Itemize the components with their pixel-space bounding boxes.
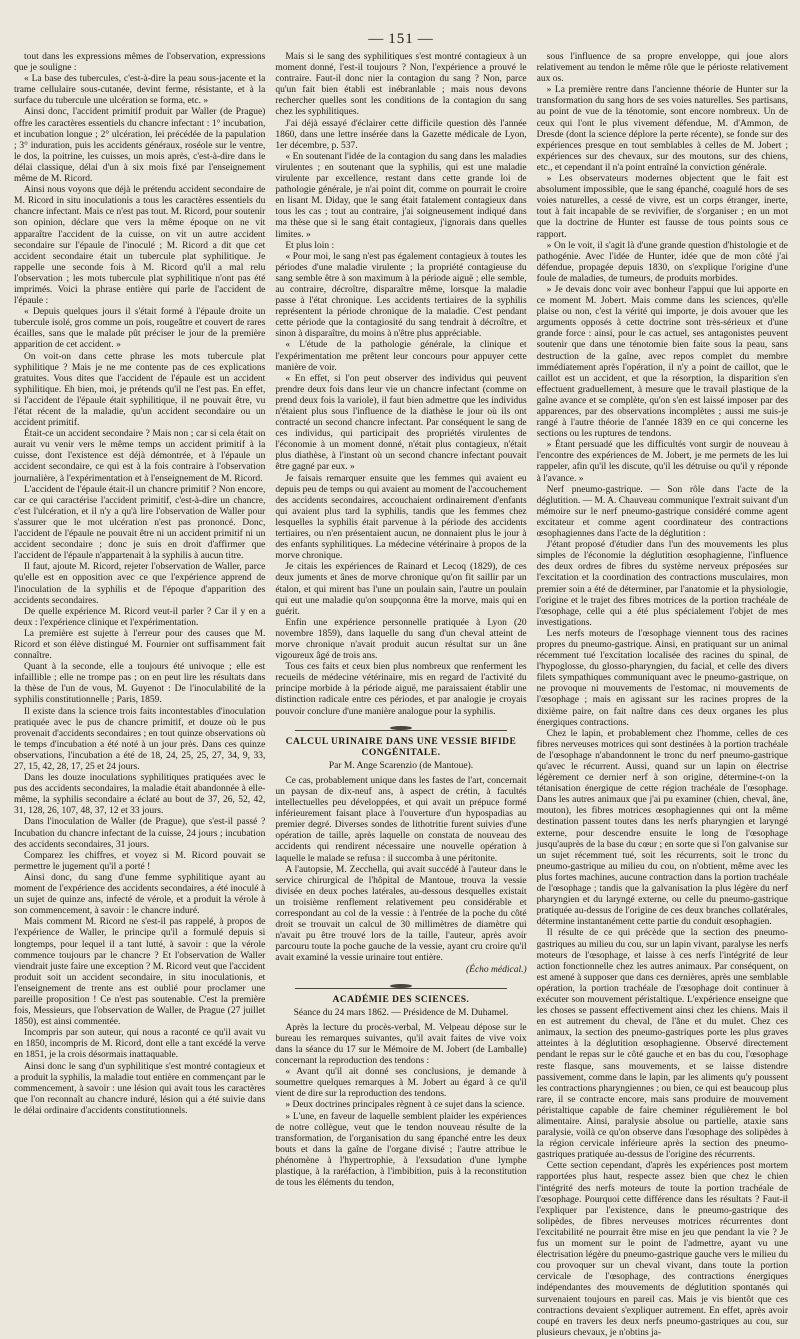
paragraph: Dans l'inoculation de Waller (de Prague), que s'est-il passé ? Incubation du chancre infectant de la cuisse, 24 jours ; incubation des accidents secondaires, 31 jours. [14, 817, 266, 850]
paragraph: « Pour moi, le sang n'est pas également contagieux à toutes les périodes d'une maladie virulente ; la propriété contagieuse du sang semble être à son maximum à la période aiguë ; elle semble, au contraire, décroître, disparaître même, lorsque la maladie passe à l'état chronique. Les accidents tertiaires de la syphilis représentent la période chronique de la maladie. C'est pendant cette période que la contagiosité du sang tendrait à décroître, et sinon à disparaître, du moins à n'être plus appréciable. [275, 251, 527, 340]
paragraph: Comparez les chiffres, et voyez si M. Ricord pouvait se permettre le jugement qu'il a porté ! [14, 850, 266, 872]
column-left [14, 52, 265, 1142]
paragraph: La première est sujette à l'erreur pour des causes que M. Ricord et son élève distingué M. Fournier ont suffisamment fait connaître. [14, 628, 266, 662]
paragraph: Dans les douze inoculations syphilitiques pratiquées avec le pus des accidents secondaires, la maladie était abandonnée à elle-même, la syphilis secondaire a éclaté au bout de 37, 26, 52, 42, 31, 128, 26, 107, 48, 37, 12 et 33 jours. [14, 773, 266, 817]
paragraph: J'ai déjà essayé d'éclairer cette difficile question dès l'année 1860, dans une lettre insérée dans la Gazette médicale de Lyon, 1er décembre, p. 537. [275, 118, 527, 151]
paragraph: Il existe dans la science trois faits incontestables d'inoculation pratiquée avec le pus de chancre primitif, et douze où le pus provenait d'accidents secondaires ; en tout quinze observations où le temps d'incubation a été noté à un jour près. Dans ces quinze observations, l'incubation a été de 18, 24, 25, 25, 27, 34, 9, 33, 27, 15, 42, 28, 17, 25 et 24 jours. [14, 706, 266, 772]
case-paragraph: A l'autopsie, M. Zecchella, qui avait succédé à l'auteur dans le service chirurgical de l'hôpital de Mantoue, trouva la vessie divisée en deux poches latérales, au-dessous desquelles existait un troisième renflement relativement peu considérable et correspondant au col de la vessie : à l'entrée de la poche du côté droit se trouvait un calcul de 30 millimètres de diamètre qui n'avait pu être trouvé lors de la taille, l'auteur, après avoir parcouru toute la poche gauche de la vessie, ayant cru croire qu'il avait examiné la vessie urinaire tout entière. [275, 864, 527, 964]
paragraph: Je faisais remarquer ensuite que les femmes qui avaient eu depuis peu de temps ou qui avaient au moment de l'accouchement des accidents secondaires, accouchaient ordinairement d'enfants qui avaient plus tard la syphilis, tandis que les femmes chez lesquelles la syphilis était parvenue à la période des accidents tertiaires, ou n'en présentaient aucun, ne donnaient plus le jour à des enfants syphilitiques. La médecine vétérinaire à propos de la morve chronique. [275, 473, 527, 562]
paragraph: » Les observateurs modernes objectent que le fait est absolument impossible, que le sang épanché, coagulé hors de ses voies naturelles, a cessé de vivre, est un corps étranger, inerte, tout à fait incapable de se revivifier, de s'organiser ; en un mot que la doctrine de Hunter est fausse de tous points sous ce rapport. [536, 174, 788, 240]
paragraph: Les nerfs moteurs de l'œsophage viennent tous des racines propres du pneumo-gastrique. Ainsi, en pratiquant sur un animal récemment tué l'excitation localisée des racines du spinal, de l'hypoglosse, du glosso-pharyngien, du facial, et celle des divers filets sympathiques communiquant avec le pneumo-gastrique, on ne provoque ni mouvements de l'estomac, ni mouvements de l'œsophage ; mais en agissant sur les racines propres de la dixième paire, on fait naître dans ces deux organes les plus énergiques contractions. [536, 628, 788, 728]
case-paragraph: Ce cas, probablement unique dans les fastes de l'art, concernait un paysan de dix-neuf ans, à aspect de crétin, à facultés intellectuelles peu développées, et qui avait un prépuce formé inférieurement faisant place à l'ouverture d'un hypospadias au premier degré. Diverses sondes de lithotritie furent suivies d'une opération de taille, après laquelle on constata de nouveau des accidents qui rendirent nécessaire une nouvelle opération à laquelle le malade se refusa : il succomba à une péritonite. [275, 775, 527, 864]
paragraph: Je citais les expériences de Rainard et Lecoq (1829), de ces deux juments et ânes de morve chronique qu'on fit saillir par un étalon, et qui mirent bas l'une un poulain sain, l'autre un poulain qui eut une maladie qu'on soupçonna être la morve, mais qui en guérit. [275, 562, 527, 617]
text-columns [14, 52, 788, 1338]
paragraph: » Étant persuadé que les difficultés vont surgir de nouveau à l'encontre des expériences de M. Jobert, je me permets de les lui rappeler, afin qu'il les discute, qu'il les détruise ou qu'il y réponde à l'avance. » [536, 440, 788, 484]
case-source: (Écho médical.) [465, 964, 527, 975]
paragraph: J'étant proposé d'étudier dans l'un des mouvements les plus simples de l'économie la déglutition œsophagienne, l'influence des deux ordres de fibres du système nerveux préposées sur l'excitation et la coordination des contractions musculaires, mon premier soin a été de déterminer, par l'anatomie et la physiologie, l'origine et le trajet des fibres motrices de la portion trachéale de l'œsophage, celle qui a été plus spécialement l'objet de mes investigations. [536, 540, 788, 628]
paragraph: Incompris par son auteur, qui nous a raconté ce qu'il avait vu en 1850, incompris de M. Ricord, dont elle a tant excédé la verve en 1851, je la crois désormais inattaquable. [14, 1028, 266, 1061]
paragraph: Ainsi nous voyons que déjà le prétendu accident secondaire de M. Ricord in situ inoculationis a tous les caractères essentiels du chancre infectant. Mais ce n'est pas tout. M. Ricord, pour soutenir son opinion, déclare que vers la même époque on ne vit apparaître l'accident de la cuisse, on vit un autre accident secondaire sur l'épaule de l'inoculé ; M. Ricord a dit que cet accident secondaire était un tubercule plat syphilitique. Je rappelle une seconde fois à M. Ricord qu'il a mal relu l'observation ; les mots tubercule plat syphilitique n'ont pas été imprimés. Voici la phrase entière qui parle de l'accident de l'épaule : [14, 185, 266, 307]
paragraph: Ainsi donc, du sang d'une femme syphilitique ayant au moment de l'expérience des accidents secondaires, a été inoculé à un sujet de quinze ans, infecté de vérole, et a produit la vérole à son commencement, à savoir : le chancre induré. [14, 872, 266, 917]
paragraph: Tous ces faits et ceux bien plus nombreux que renferment les recueils de médecine vétérinaire, mis en regard de l'activité du principe morbide à la période aiguë, me paraissaient établir une distinction radicale entre ces périodes, et par analogie je croyais pouvoir conclure d'une manière analogue pour la syphilis. [275, 662, 527, 717]
paragraph: Il résulte de ce qui précède que la section des pneumo-gastriques au milieu du cou, sur un lapin vivant, paralyse les nerfs moteurs de l'œsophage, et laisse à ces nerfs l'intégrité de leur action fonctionnelle chez les autres animaux. Par conséquent, on est amené à supposer que dans ces dernières, après une semblable opération, la portion trachéale de l'œsophage doit continuer à exécuter son mouvement péristaltique. L'expérience enseigne que les choses se passent effectivement ainsi chez les chiens. Mais il en est autrement du cheval, de l'âne et du mulet. Chez ces animaux, la section des pneumo-gastriques porte les plus graves atteintes à la déglutition œsophagienne. Observé directement pendant le repas sur le côté gauche et en bas du cou, l'œsophage reste flasque, sans mouvements, et se laisse distendre passivement, comme dans le lapin, par les aliments qu'y poussent les contractions pharyngiennes ; ou bien, ce qui est beaucoup plus rare, il se contracte encore, mais sans produire de mouvement péristaltique capable de faire cheminer régulièrement le bol alimentaire. Ainsi, paralysie absolue ou partielle, ataxie sans paralysie, voilà ce qu'on observe dans l'œsophage des solipèdes à la région cervicale inférieure après la section des pneumo-gastriques pratiquée au-dessus de l'origine des récurrents. [536, 928, 788, 1161]
academy-paragraph: Après la lecture du procès-verbal, M. Velpeau dépose sur le bureau les remarques suivantes, qu'il avait faites de vive voix dans la séance du 17 sur le Mémoire de M. Jobert (de Lamballe) concernant la reproduction des tendons : [275, 1022, 527, 1067]
paragraph: Cette section cependant, d'après les expériences post mortem rapportées plus haut, respecte assez bien que chez le chien l'intégrité des nerfs moteurs de toute la portion trachéale de l'œsophage. Pourquoi cette différence dans les résultats ? Faut-il l'expliquer par l'existence, dans le pneumo-gastrique des solipèdes, de fibres nerveuses motrices récurrentes dont l'excitabilité ne pourrait être mise en jeu que pendant la vie ? Je fus un moment sur le point de l'admettre, ayant vu une électrisation légère du pneumo-gastrique gauche vers le milieu du cou provoquer sur un cheval vivant, dans toute la portion cervicale de l'œsophage, des contractions énergiques indépendantes des mouvements de déglutition spontanés qui survenaient toujours en pareil cas. Mais je vis bientôt que ces contractions devaient s'expliquer autrement. En effet, après avoir coupé en travers les deux nerfs pneumo-gastriques au cou, sur plusieurs chevaux, je n'obtins ja- [536, 1161, 788, 1338]
paragraph: Mais si le sang des syphilitiques s'est montré contagieux à un moment donné, l'est-il toujours ? Non, l'expérience a prouvé le contraire. Faut-il donc nier la contagion du sang ? Non, parce qu'un fait bien établi est inébranlable ; mais nous devons rechercher quelles sont les conditions de la contagion du sang chez les syphilitiques. [275, 52, 527, 118]
paragraph: On voit-on dans cette phrase les mots tubercule plat syphilitique ? Mais je ne me contente pas de ces explications gratuites. Vous dites que l'accident de l'épaule est un accident syphilitique. Eh bien, moi, je prétends qu'il ne l'est pas. En effet, si l'accident de l'épaule était syphilitique, il ne pouvait être, vu l'état récent de la maladie, qu'un accident secondaire ou un accident primitif. [14, 351, 266, 429]
academy-paragraph: » L'une, en faveur de laquelle semblent plaider les expériences de notre collègue, veut que le tendon nouveau résulte de la transformation, de l'organisation du sang épanché entre les deux bouts et dans la gaîne de l'organe divisé ; l'autre attribue le phénomène à l'hypertrophie, à l'exsudation d'une lymphe plastique, à la raréfaction, à l'imbibition, puis à la reconstitution de tous les éléments du tendon, [275, 1111, 527, 1189]
paragraph: L'accident de l'épaule était-il un chancre primitif ? Non encore, car ce qui caractérise l'accident primitif, c'est-à-dire un chancre, c'est l'ulcération, et il n'y a qu'à lire l'observation de Waller pour s'assurer que le mot ulcération n'est pas prononcé. Donc, l'accident de l'épaule ne pouvait être ni un accident primitif ni un accident secondaire ; donc je suis en droit d'affirmer que l'accident de l'épaule n'appartenait à la syphilis à aucun titre. [14, 484, 266, 562]
paragraph: Enfin une expérience personnelle pratiquée à Lyon (20 novembre 1859), dans laquelle du sang d'un cheval atteint de morve chronique n'avait produit aucun résultat sur un âne vigoureux âgé de trois ans. [275, 617, 527, 662]
paragraph: Nerf pneumo-gastrique. — Son rôle dans l'acte de la déglutition. — M. A. Chauveau communique l'extrait suivant d'un mémoire sur le nerf pneumo-gastrique considéré comme agent excitateur et comme agent coordinateur des contractions œsophagiennes dans l'acte de la déglutition : [536, 484, 788, 540]
academy-session: Séance du 24 mars 1862. — Présidence de M. Duhamel. [293, 1007, 509, 1018]
paragraph: » On le voit, il s'agit là d'une grande question d'histologie et de pathogénie. Avec l'idée de Hunter, idée que de mon côté j'ai défendue, propagée depuis 1830, on s'explique l'origine d'une foule de maladies, de tumeurs, de produits morbides. [536, 240, 788, 284]
paragraph: » La première rentre dans l'ancienne théorie de Hunter sur la transformation du sang hors de ses voies naturelles. Ses partisans, au point de vue de la ténotomie, sont encore nombreux. Un de ceux qui l'ont le plus vivement défendue, M. d'Ammon, de Dresde (dont la science déplore la perte récente), se fonde sur des expériences presque en tout semblables à celles de M. Jobert ; expériences sur des chevaux, sur des moutons, sur des chiens, etc., et cependant il n'a point entraîné la conviction générale. [536, 85, 788, 173]
paragraph: Ainsi donc le sang d'un syphilitique s'est montré contagieux et a produit la syphilis, la maladie tout entière en commençant par le commencement, à savoir : une lésion qui avait tous les caractères que l'on reconnaît au chancre induré, lésion qui a été suivie dans le délai ordinaire d'accidents constitutionnels. [14, 1061, 266, 1116]
paragraph: Quant à la seconde, elle a toujours été univoque ; elle est infaillible ; elle ne trompe pas ; on en peut lire les résultats dans la thèse de l'un de vous, M. Guyenot : De l'inoculabilité de la syphilis constitutionnelle ; Paris, 1859. [14, 662, 266, 706]
column-right [536, 52, 788, 1338]
paragraph: « En effet, si l'on peut observer des individus qui peuvent prendre deux fois dans leur vie un chancre infectant (comme on prend deux fois la variole), il faut bien admettre que les individus n'étaient plus sous l'influence de la diathèse le jour où ils ont contracté un second chancre infectant. Par conséquent le sang de ces individus, qui participait des propriétés virulentes de l'économie à un moment donné, n'était plus contagieux, n'était plus diathèse, à l'instant où un second chancre infectant pouvait être gagné par eux. » [275, 373, 527, 473]
paragraph: « L'étude de la pathologie générale, la clinique et l'expérimentation me prêtent leur concours pour appuyer cette manière de voir. [275, 340, 527, 373]
paragraph: Mais comment M. Ricord ne s'est-il pas rappelé, à propos de l'expérience de Waller, le principe qu'il a formulé depuis si longtemps, pour lequel il a tant lutté, à savoir : que la vérole commence toujours par le chancre ? Et l'observation de Waller viendrait juste faire une exception ? M. Ricord veut que l'accident produit soit un accident secondaire, in situ inoculationis, et l'enseignement de trente ans est oublié pour proclamer une pareille proposition ! Ce n'est pas soutenable. C'est la première fois, Messieurs, que l'observation de Waller, de Prague (27 juillet 1850), est ainsi commentée. [14, 917, 266, 1028]
paragraph: Était-ce un accident secondaire ? Mais non ; car si cela était on aurait vu venir vers le même temps un accident primitif à la cuisse, dont l'existence est déjà démontrée, et à l'épaule un accident secondaire, ce qui est à la fois contraire à l'observation journalière, à l'expérimentation et à l'enseignement de M. Ricord. [14, 429, 266, 484]
column-middle [275, 52, 527, 1189]
paragraph: Il faut, ajoute M. Ricord, rejeter l'observation de Waller, parce qu'elle est en opposition avec ce que l'expérience apprend de l'inoculation de la syphilis et de l'époque d'apparition des accidents secondaires. [14, 562, 266, 606]
paragraph: Ainsi donc, l'accident primitif produit par Waller (de Prague) offre les caractères essentiels du chancre infectant : 1° incubation, et incubation longue ; 2° ulcération, lei précédée de la papulation ; 3° induration, puis les accidents généraux, roséole sur le ventre, le dos, la poitrine, les cuisses, un mois après, c'est-à-dire dans le délai classique, délai d'un à six mois fixé par l'enseignement même de M. Ricord. [14, 107, 266, 185]
section-divider [295, 980, 506, 989]
paragraph: tout dans les expressions mêmes de l'observation, expressions que je souligne : [14, 52, 266, 74]
paragraph: « En soutenant l'idée de la contagion du sang dans les maladies virulentes ; en soutenant que la syphilis, qui est une maladie virulente par excellence, restant dans cette grande loi de pathologie générale, je n'ai point dit, comme on pourrait le croire en lisant M. Diday, que le sang était fatalement contagieux dans tous les cas ; tout au contraire, j'ai soigneusement indiqué dans ma thèse que si le sang était contagieux, j'ignorais dans quelles limites. » [275, 151, 527, 240]
academy-paragraph: » Deux doctrines principales règnent à ce sujet dans la science. [285, 1100, 525, 1111]
paragraph: « Depuis quelques jours il s'était formé à l'épaule droite un tubercule isolé, gros comme un pois, rougeâtre et couvert de rares écailles, sans que le malade pût préciser le jour de la première apparition de cet accident. » [14, 307, 266, 351]
paragraph: sous l'influence de sa propre enveloppe, qui joue alors relativement au tendon le même rôle que le périoste relativement aux os. [536, 52, 788, 85]
paragraph: Et plus loin : [285, 240, 335, 251]
paragraph: Chez le lapin, et probablement chez l'homme, celles de ces fibres nerveuses motrices qui sont destinées à la portion trachéale de l'œsophage n'abandonnent le tronc du nerf pneumo-gastrique qu'avec le récurrent. Aussi, quand sur un lapin on électrise légèrement ce dernier nerf à son origine, détermine-t-on la tétanisation énergique de cette région trachéale de l'œsophage. Dans les autres animaux que j'ai pu examiner (chien, cheval, âne, mouton), les fibres motrices œsophagiennes qui ont la même destination passent toutes dans les nerfs pharyngien et laryngé externe, pour descendre ensuite le long de l'œsophage jusqu'auprès de la base du cœur ; en sorte que si l'on galvanise sur un sujet récemment tué, soit les récurrents, soit le tronc du pneumo-gastrique au milieu du cou, on n'obtient, même avec les plus fortes machines, aucune contraction dans la portion trachéale de l'œsophage ; tandis que la galvanisation la plus légère du nerf pharyngien et du laryngé externe, ou celle du pneumo-gastrique pratiquée au-dessus de l'origine de ces deux branches collatérales, détermine instantanément cette partie du conduit œsophagien. [536, 728, 788, 928]
academy-paragraph: « Avant qu'il ait donné ses conclusions, je demande à soumettre quelques remarques à M. Jobert au égard à ce qu'il vient de dire sur la reproduction des tendons. [275, 1067, 527, 1100]
paragraph: « La base des tubercules, c'est-à-dire la peau sous-jacente et la trame cellulaire sous-cutanée, devint ferme, résistante, et à la surface du tubercule une ulcération se forma, etc. » [14, 74, 266, 107]
paragraph: De quelle expérience M. Ricord veut-il parler ? Car il y en a deux : l'expérience clinique et l'expérimentation. [14, 606, 266, 628]
section-divider [295, 722, 506, 731]
paragraph: » Je devais donc voir avec bonheur l'appui que lui apporte en ce moment M. Jobert. Mais comme dans les sciences, qu'elle plaise ou non, c'est la vérité qui importe, je dois avouer que les arguments opposés à cette doctrine sont très-sérieux et d'une grande force : ainsi, pour le cas actuel, ses antagonistes peuvent soutenir que dans une ténotomie bien faite sous la peau, sans destruction de la gaîne, avec repos complet du membre immédiatement après l'opération, il n'y a point de caillot, que le caillot est un accident, et que la résorption, la disparition s'en effectuent graduellement, à mesure que le travail plastique de la gaîne avance et se complète, qu'on s'en est laissé imposer par des apparences, par des observations incomplètes ; aussi me suis-je rangé à l'autre théorie de l'année 1839 en ce qui concerne les sections ou les ruptures de tendons. [536, 284, 788, 440]
case-author: Par M. Ange Scarenzio (de Mantoue). [328, 760, 474, 771]
case-title: CALCUL URINAIRE DANS UNE VESSIE BIFIDE CONGÉNITALE. [285, 736, 517, 758]
page-number: — 151 — [14, 26, 788, 52]
academy-title: ACADÉMIE DES SCIENCES. [332, 994, 470, 1005]
